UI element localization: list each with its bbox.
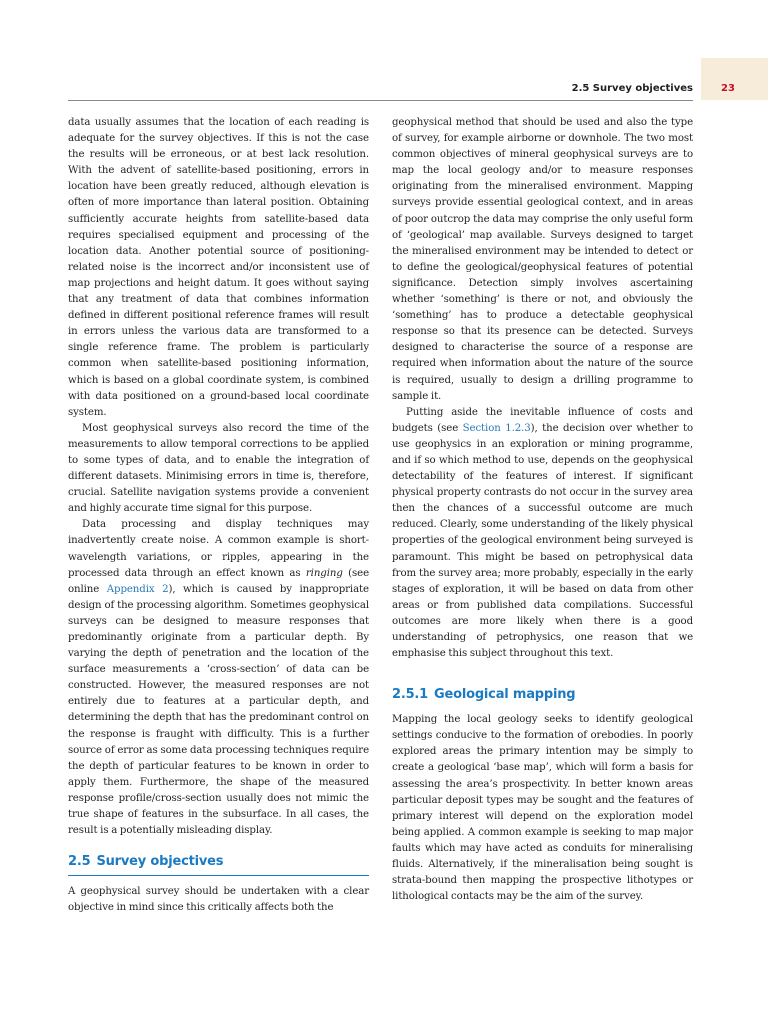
text-run: (see online (68, 567, 369, 595)
subsection-title: Geological mapping (434, 687, 576, 703)
subsection-heading-block (392, 686, 693, 704)
section-title: Survey objectives (96, 854, 224, 870)
paragraph (392, 405, 693, 663)
section-number: 2.5 (68, 854, 91, 870)
text-run: ), which is caused by inappropriate design of the processing algorithm. Sometimes geophysical surveys can be designed to measure responses that predominantly originate from a particular depth. By varying the depth of penetration and the location of the surface measurements a ‘cross-section’ of data can be constructed. However, the measured responses are not entirely due to features at a particular depth, and determining the depth that has the predominant control on the response is fraught with difficulty. This is a further source of error as some data processing techniques require the depth of particular features to be known in order to apply them. Furthermore, the shape of the measured response profile/cross-section usually does not mimic the true shape of features in the subsurface. In all cases, the result is a potentially misleading display. (68, 583, 369, 837)
subsection-heading (392, 686, 693, 704)
paragraph (68, 517, 369, 839)
paragraph: geophysical method that should be used and also the type of survey, for example airborne or downhole. The two most common objectives of mineral geophysical surveys are to map the local geology and/or to measure responses originating from the mineralised environment. Mapping surveys provide essential geological context, and in areas of poor outcrop the data may comprise the only useful form of ‘geological’ map available. Surveys designed to target the mineralised environment may be intended to detect or to define the geological/geophysical features of potential significance. Detection simply involves ascertaining whether ‘something’ is there or not, and obviously the ‘something’ has to produce a detectable geophysical response so that its presence can be detected. Surveys designed to characterise the source of a response are required when information about the nature of the source is required, usually to design a drilling programme to sample it. (392, 117, 693, 402)
text-run: Data processing and display techniques may inadvertently create noise. A common example is short-wavelength variations, or ripples, appearing in the processed data through an effect known as (68, 519, 369, 579)
section-heading (68, 853, 369, 871)
text-run: ), the decision over whether to use geophysics in an exploration or mining programme, and if so which method to use, depends on the geophysical detectability of the features of interest. If significant physical property contrasts do not occur in the survey area then the chances of a successful outcome are much reduced. Clearly, some understanding of the likely physical properties of the geological environment being surveyed is paramount. This might be based on petrophysical data from the survey area; more probably, especially in the early stages of exploration, it will be based on data from other areas or from published data compilations. Successful outcomes are more likely when there is a good understanding of petrophysics, one reason that we emphasise this subject throughout this text. (392, 422, 693, 660)
left-column (68, 115, 369, 916)
right-column (392, 115, 693, 905)
paragraph: Most geophysical surveys also record the time of the measurements to allow temporal corrections to be applied to some types of data, and to enable the integration of different datasets. Minimising errors in time is, therefore, crucial. Satellite navigation systems provide a convenient and highly accurate time signal for this purpose. (68, 422, 369, 515)
subsection-number: 2.5.1 (392, 687, 429, 703)
paragraph: data usually assumes that the location of each reading is adequate for the survey objectives. If this is not the case the results will be erroneous, or at best lack resolution. With the advent of satellite-based positioning, errors in location have been greatly reduced, although elevation is often of more importance than lateral position. Obtaining sufficiently accurate heights from satellite-based data requires specialised equipment and processing of the location data. Another potential source of positioning-related noise is the incorrect and/or inconsistent use of map projections and height datum. It goes without saying that any treatment of data that combines information defined in different positional reference frames will result in errors unless the various data are transformed to a single reference frame. The problem is particularly common when satellite-based positioning information, which is based on a global coordinate system, is combined with data positioned on a ground-based local coordinate system. (68, 117, 369, 418)
section-heading-rule (68, 875, 369, 876)
appendix-link[interactable]: Appendix 2 (106, 583, 169, 595)
text-run: Putting aside the inevitable influence of costs and budgets (see (392, 406, 693, 434)
header-rule (68, 100, 693, 101)
section-heading-block (68, 853, 369, 876)
page-number: 23 (721, 83, 735, 94)
paragraph: A geophysical survey should be undertaken with a clear objective in mind since this critically affects both the (68, 886, 369, 914)
paragraph: Mapping the local geology seeks to identify geological settings conducive to the formation of orebodies. In poorly explored areas the primary intention may be simply to create a geological ‘base map’, which will form a basis for assessing the area’s prospectivity. In better known areas particular deposit types may be sought and the features of primary interest will depend on the exploration model being applied. A common example is seeking to map major faults which may have acted as conduits for mineralising fluids. Alternatively, if the mineralisation being sought is strata-bound then mapping the prospective lithotypes or lithological contacts may be the aim of the survey. (392, 714, 693, 903)
italic-term: ringing (305, 567, 343, 579)
section-link[interactable]: Section 1.2.3 (462, 422, 531, 434)
running-head: 2.5 Survey objectives (571, 83, 693, 94)
